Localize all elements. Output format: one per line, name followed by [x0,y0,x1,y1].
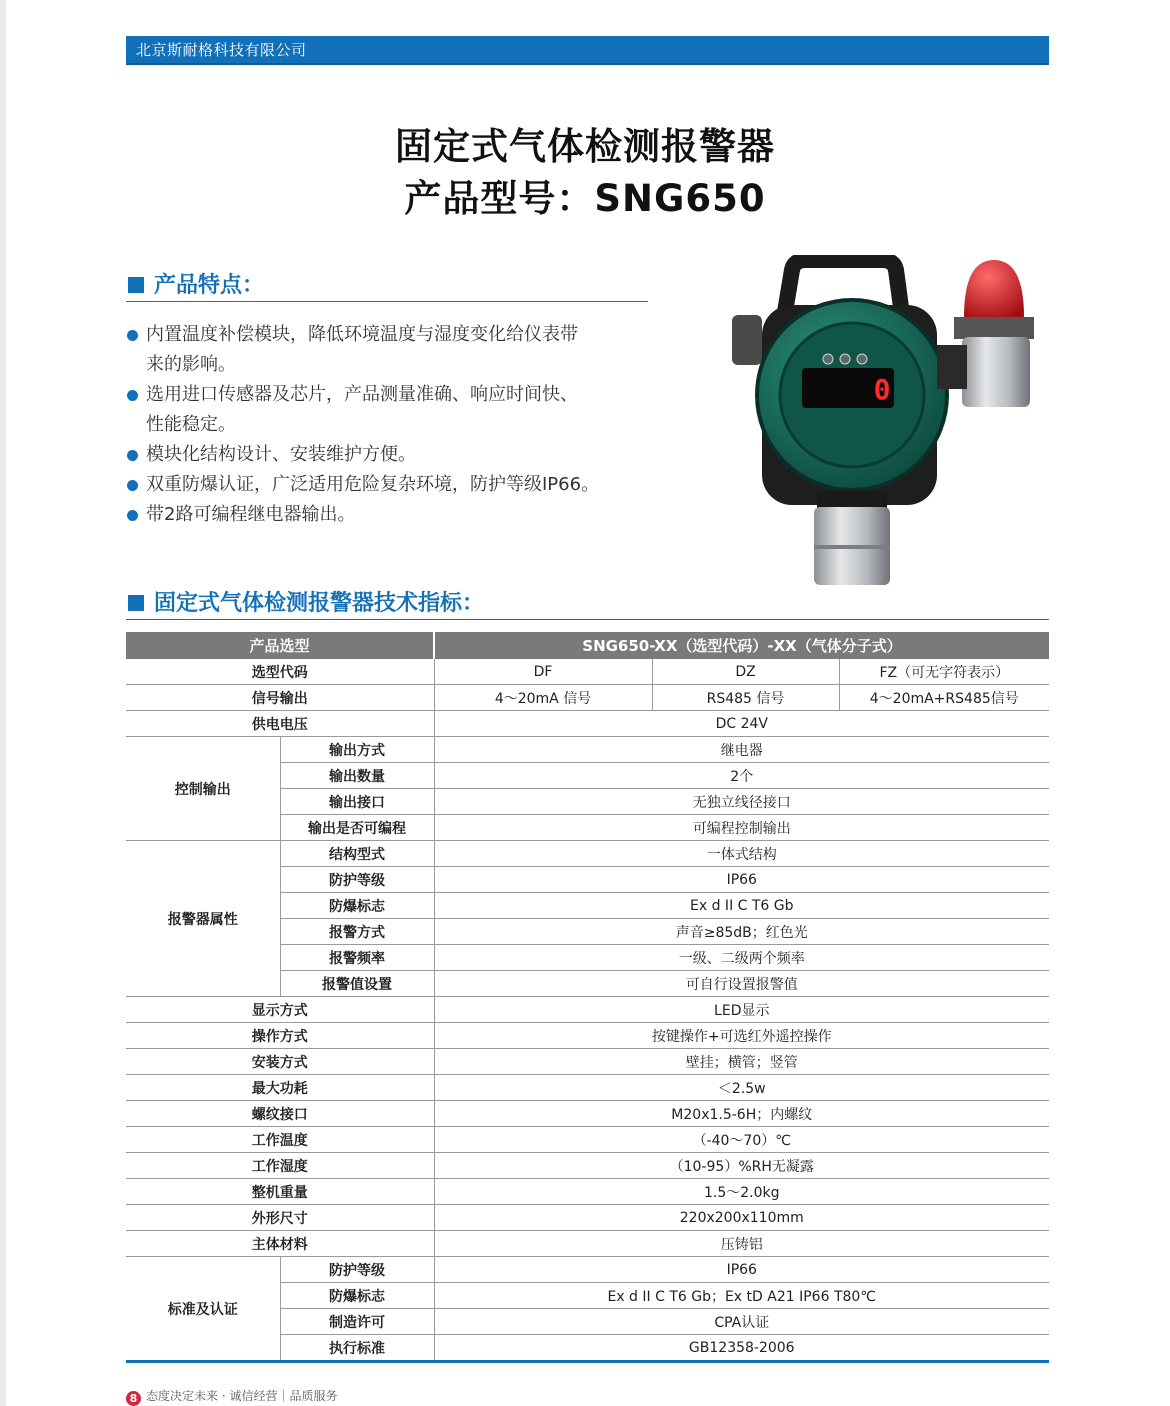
row-value: LED显示 [434,997,1049,1023]
spec-row [126,1257,1049,1283]
spec-row [126,1075,1049,1101]
spec-row [126,711,1049,737]
row-value: 4～20mA 信号 [434,685,652,711]
features-heading-text: 产品特点： [154,273,265,298]
row-value: 可编程控制输出 [434,815,1049,841]
spec-row [126,1179,1049,1205]
row-value: 压铸铝 [434,1231,1049,1257]
feature-item: 带2路可编程继电器输出。 [126,500,626,530]
page-number: 8 [126,1391,141,1406]
bullet-icon [127,450,138,461]
row-value: 4～20mA+RS485信号 [839,685,1049,711]
spec-row [126,659,1049,685]
features-divider [126,301,648,302]
row-value: DF [434,659,652,685]
row-label: 制造许可 [280,1309,434,1335]
specs-heading-text: 固定式气体检测报警器技术指标： [154,591,485,616]
row-value: 壁挂；横管；竖管 [434,1049,1049,1075]
square-bullet-icon [128,595,144,611]
feature-item: 双重防爆认证，广泛适用危险复杂环境，防护等级IP66。 [126,470,626,500]
row-value: Ex d II C T6 Gb；Ex tD A21 IP66 T80℃ [434,1283,1049,1309]
spec-table [126,632,1049,1363]
page-footer [126,1387,337,1406]
spec-header-row [126,632,1049,659]
row-value: 1.5～2.0kg [434,1179,1049,1205]
feature-item-continued: 性能稳定。 [146,414,236,435]
feature-item: 选用进口传感器及芯片，产品测量准确、响应时间快、 [126,380,626,410]
footer-slogan: 态度决定未来 · 诚信经营｜品质服务 [146,1389,338,1403]
row-label: 报警值设置 [280,971,434,997]
features-heading [128,268,264,299]
row-value: ＜2.5w [434,1075,1049,1101]
row-label: 整机重量 [126,1179,434,1205]
spec-row [126,685,1049,711]
row-value: Ex d II C T6 Gb [434,893,1049,919]
row-value: CPA认证 [434,1309,1049,1335]
row-value: DZ [652,659,839,685]
spec-row [126,1127,1049,1153]
row-value: 继电器 [434,737,1049,763]
spec-row [126,737,1049,763]
row-label: 执行标准 [280,1335,434,1362]
row-label: 报警方式 [280,919,434,945]
row-value: GB12358-2006 [434,1335,1049,1362]
spec-row [126,1153,1049,1179]
bullet-icon [127,510,138,521]
company-name: 北京斯耐格科技有限公司 [136,41,307,59]
header-left: 产品选型 [126,632,434,659]
spec-row [126,1049,1049,1075]
bullet-icon [127,330,138,341]
header-bar [126,36,1049,65]
square-bullet-icon [128,277,144,293]
row-label: 主体材料 [126,1231,434,1257]
specs-heading [128,586,484,617]
row-value: 一体式结构 [434,841,1049,867]
row-label: 显示方式 [126,997,434,1023]
row-value: 可自行设置报警值 [434,971,1049,997]
row-value: 220x200x110mm [434,1205,1049,1231]
page-title: 固定式气体检测报警器 [395,125,775,168]
spec-row [126,1101,1049,1127]
row-label: 最大功耗 [126,1075,434,1101]
row-label: 防护等级 [280,1257,434,1283]
feature-item-continued: 来的影响。 [146,354,236,375]
spec-row [126,997,1049,1023]
feature-item: 内置温度补偿模块，降低环境温度与湿度变化给仪表带 [126,320,626,350]
row-label: 输出接口 [280,789,434,815]
header-right: SNG650-XX（选型代码）-XX（气体分子式） [434,632,1049,659]
feature-item: 模块化结构设计、安装维护方便。 [126,440,626,470]
row-label: 防护等级 [280,867,434,893]
row-value: 无独立线径接口 [434,789,1049,815]
row-value: RS485 信号 [652,685,839,711]
row-label: 输出是否可编程 [280,815,434,841]
row-label: 螺纹接口 [126,1101,434,1127]
bullet-icon [127,390,138,401]
row-value: 一级、二级两个频率 [434,945,1049,971]
row-label: 安装方式 [126,1049,434,1075]
row-value: 按键操作+可选红外遥控操作 [434,1023,1049,1049]
display-digit: 0 [873,373,891,406]
row-label: 工作湿度 [126,1153,434,1179]
row-value: FZ（可无字符表示） [839,659,1049,685]
row-label: 供电电压 [126,711,434,737]
row-value: 2个 [434,763,1049,789]
row-value: IP66 [434,1257,1049,1283]
row-label: 工作温度 [126,1127,434,1153]
bullet-icon [127,480,138,491]
product-model-title: 产品型号：SNG650 [404,177,766,220]
row-label: 外形尺寸 [126,1205,434,1231]
specs-divider [126,619,1049,620]
row-value: （10-95）%RH无凝露 [434,1153,1049,1179]
row-label: 结构型式 [280,841,434,867]
row-label: 防爆标志 [280,1283,434,1309]
row-value: （-40～70）℃ [434,1127,1049,1153]
features-list [126,320,626,530]
row-label: 操作方式 [126,1023,434,1049]
row-value: IP66 [434,867,1049,893]
row-label: 输出数量 [280,763,434,789]
row-value: DC 24V [434,711,1049,737]
spec-row [126,1205,1049,1231]
group-label: 标准及认证 [126,1257,280,1362]
spec-row [126,1231,1049,1257]
row-value: M20x1.5-6H；内螺纹 [434,1101,1049,1127]
group-label: 控制输出 [126,737,280,841]
group-label: 报警器属性 [126,841,280,997]
spec-row [126,841,1049,867]
gas-detector-product-image [722,255,1052,590]
row-label: 报警频率 [280,945,434,971]
spec-row [126,1023,1049,1049]
row-label: 防爆标志 [280,893,434,919]
row-label: 选型代码 [126,659,434,685]
row-value: 声音≥85dB；红色光 [434,919,1049,945]
row-label: 输出方式 [280,737,434,763]
row-label: 信号输出 [126,685,434,711]
